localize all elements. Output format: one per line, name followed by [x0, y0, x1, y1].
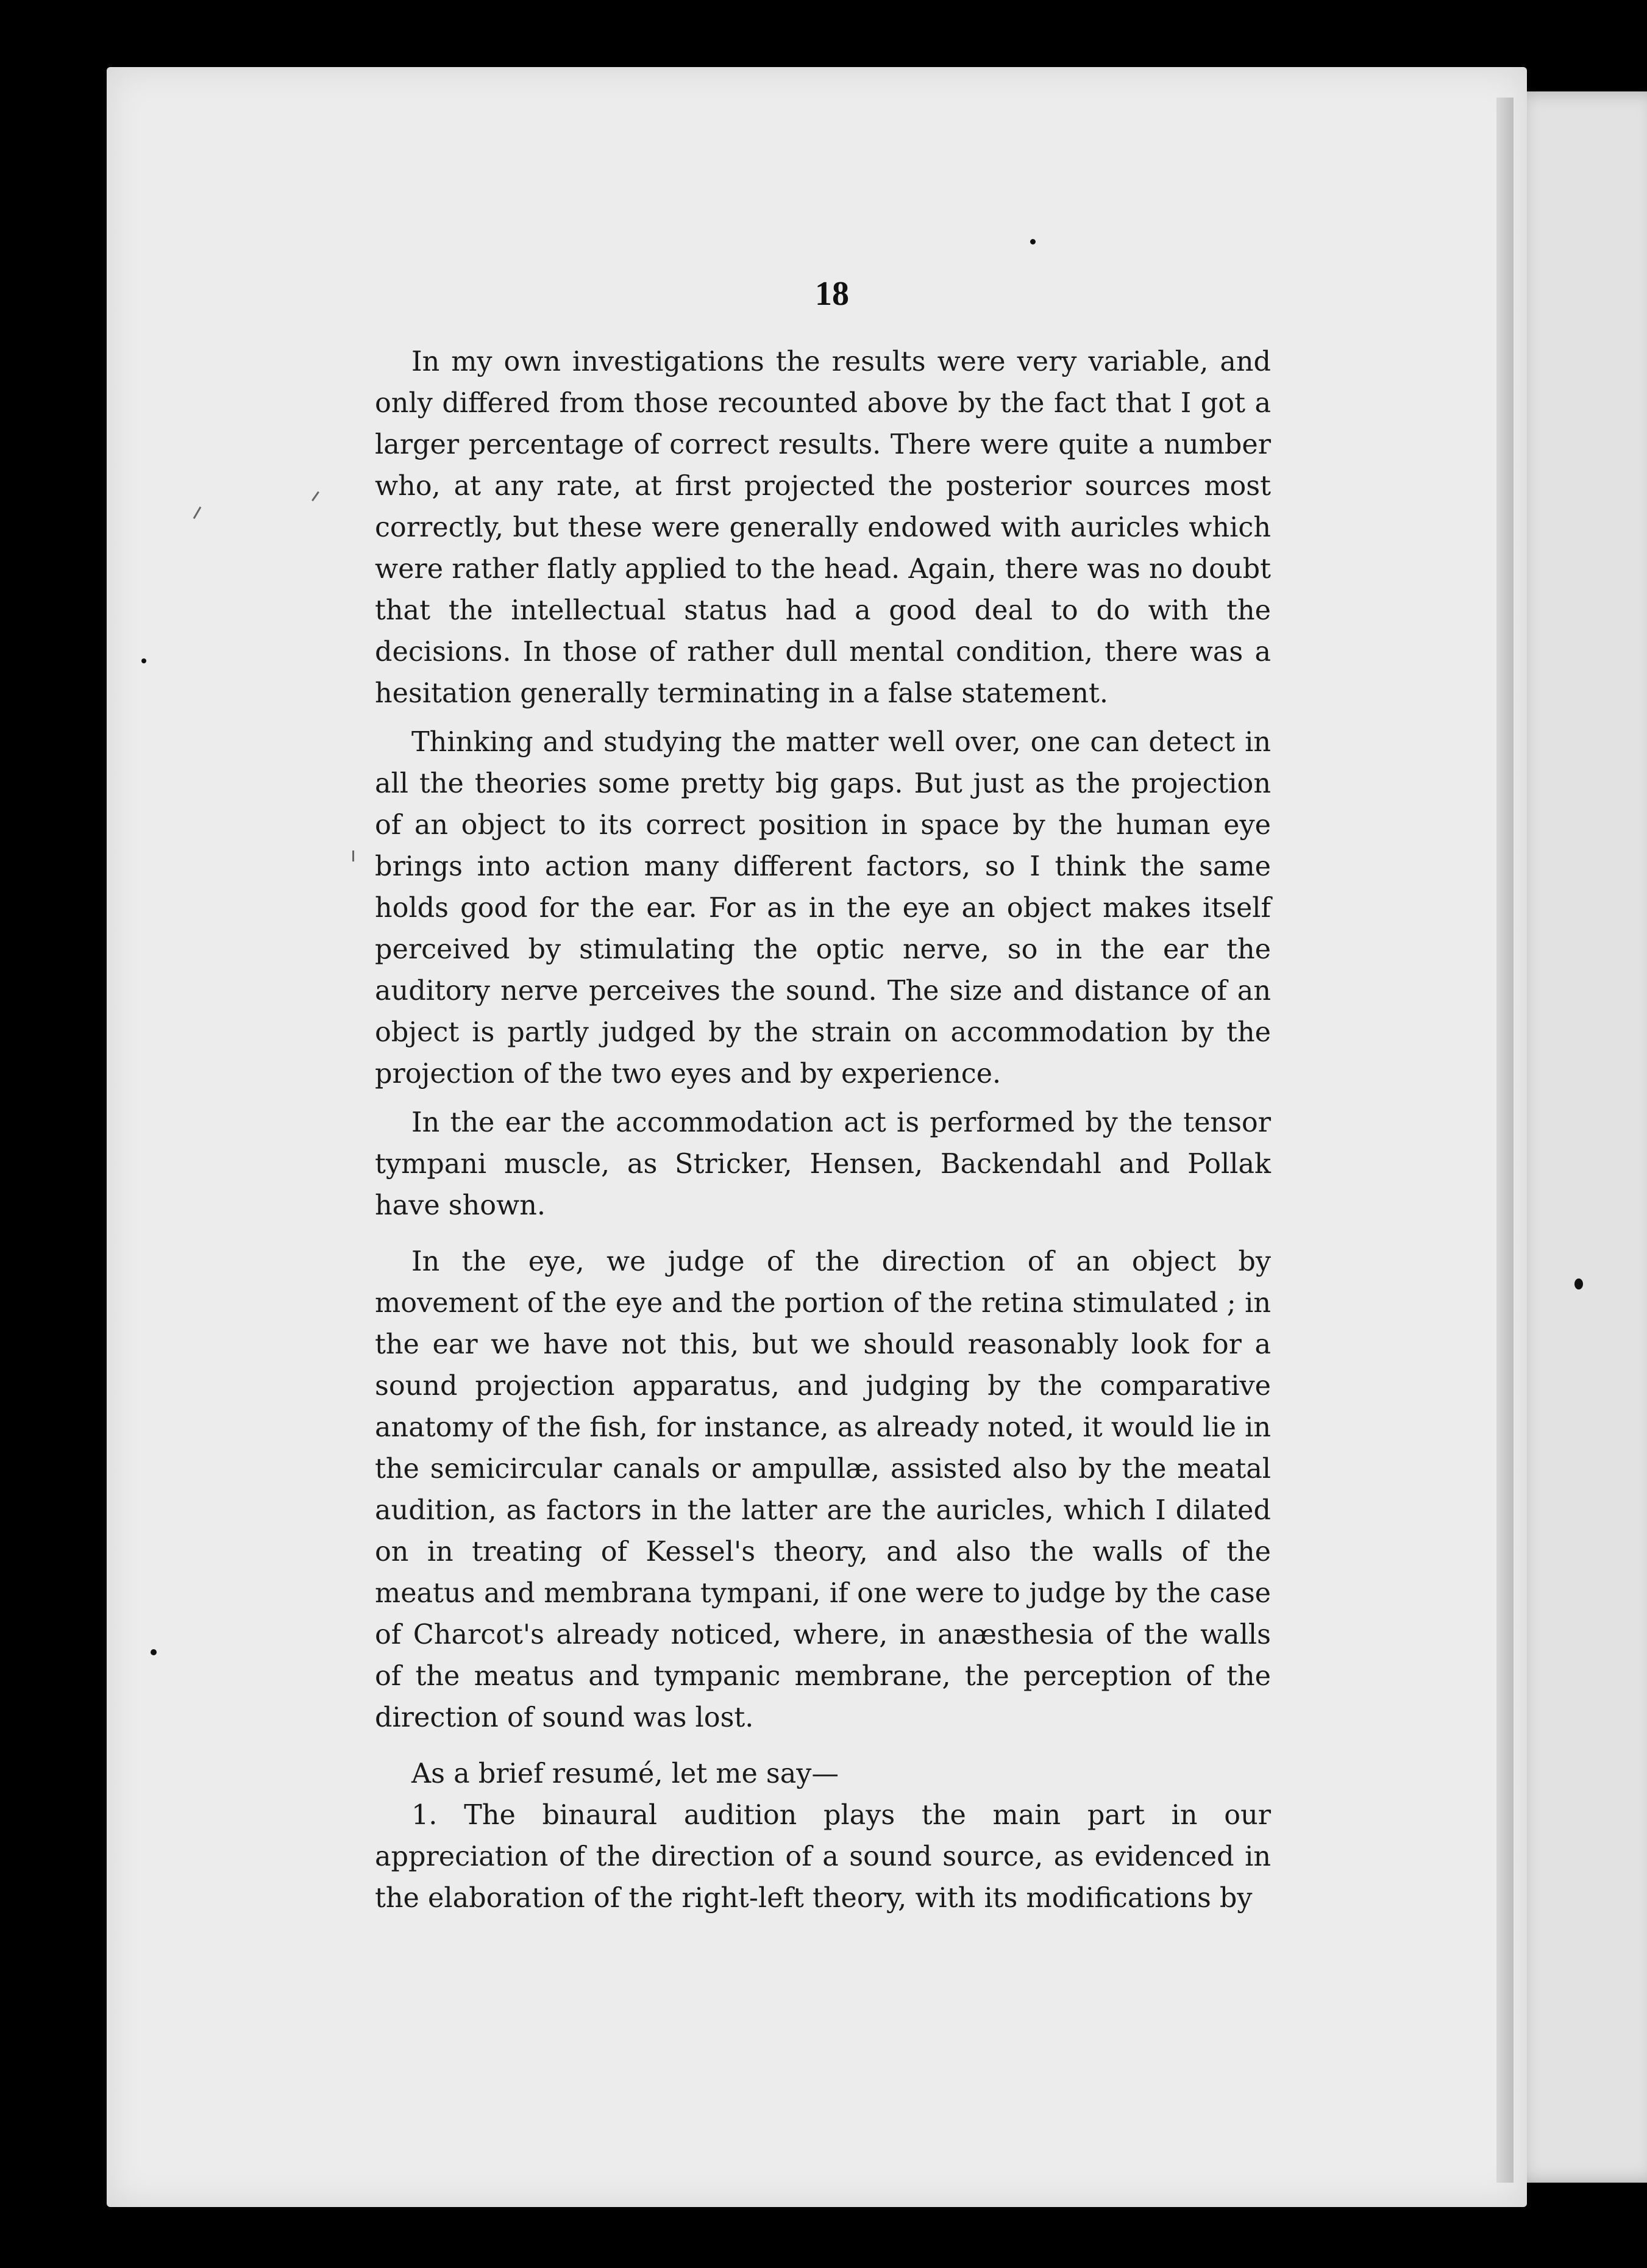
margin-mark: [352, 850, 354, 861]
paragraph: In my own investigations the results were very variable, and only differed from those recounted above by the fact that I got a larger percentage of correct results. There were quite a number who, at any rate, at first projected the posterior sources most correctly, but these were generally endowed with auricles which were rather flatly applied to the head. Again, there was no doubt that the intellectual status had a good deal to do with the decisions. In those of rather dull mental condition, there was a hesitation generally terminating in a false statement.: [375, 346, 1271, 709]
ink-speck: [1030, 239, 1036, 244]
ink-speck: [1574, 1278, 1583, 1289]
body-text: [375, 341, 1271, 1919]
paragraph: In the eye, we judge of the direction of an object by movement of the eye and the portion of the retina stimulated ; in the ear we have not this, but we should reasonably look for a sound projection apparatus, and judging by the comparative anatomy of the fish, for instance, as already noted, it would lie in the semicircular canals or ampullæ, assisted also by the meatal audition, as factors in the latter are the auricles, which I dilated on in treating of Kessel's theory, and also the walls of the meatus and membrana tympani, if one were to judge by the case of Charcot's already noticed, where, in anæsthesia of the walls of the meatus and tympanic membrane, the perception of the direction of sound was lost.: [375, 1246, 1271, 1733]
paragraph: 1. The binaural audition plays the main part in our appreciation of the direction of a sound source, as evidenced in the elaboration of the right-left theory, with its modifications by: [375, 1800, 1271, 1914]
paragraph: Thinking and studying the matter well over, one can detect in all the theories some pretty big gaps. But just as the projection of an object to its correct position in space by the human eye brings into action many different factors, so I think the same holds good for the ear. For as in the eye an object makes itself perceived by stimulating the optic nerve, so in the ear the auditory nerve perceives the sound. The size and distance of an object is partly judged by the strain on accommodation by the projection of the two eyes and by experience.: [375, 727, 1271, 1089]
paragraph: In the ear the accommodation act is performed by the tensor tympani muscle, as Stricker, Hensen, Backendahl and Pollak have shown.: [375, 1107, 1271, 1221]
ink-speck: [141, 658, 146, 663]
ink-speck: [151, 1649, 157, 1655]
page-gutter: [1496, 98, 1514, 2183]
facing-page-edge: [1512, 91, 1647, 2183]
paragraph: As a brief resumé, let me say—: [411, 1758, 839, 1789]
page-number: 18: [815, 275, 849, 313]
